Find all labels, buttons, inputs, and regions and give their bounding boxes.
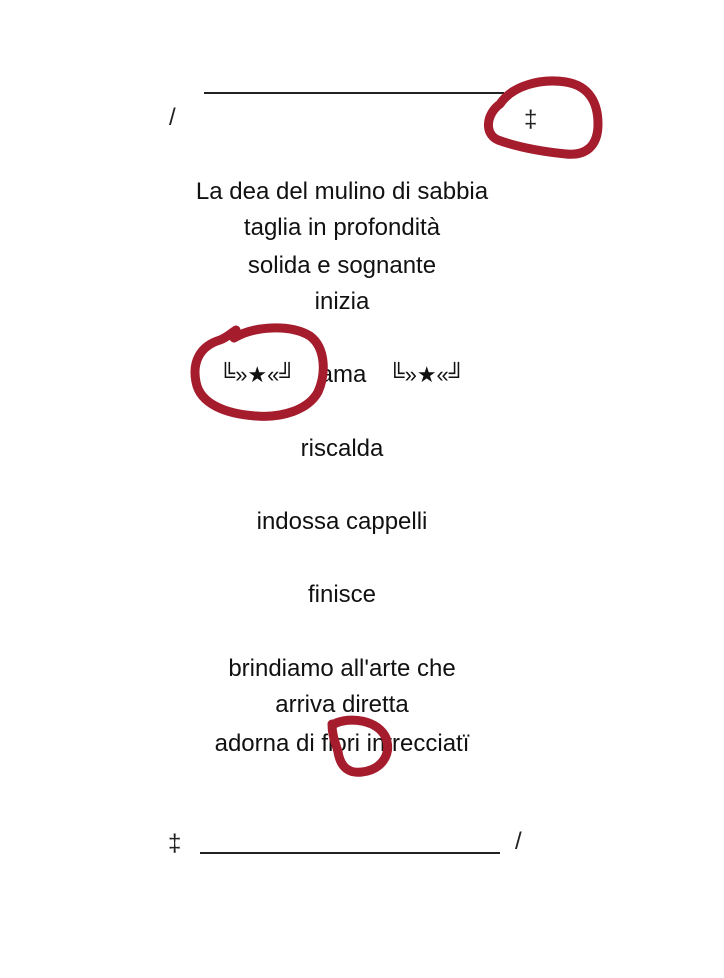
bottom-rule — [200, 852, 500, 854]
poem-line-adorna: adorna di fiori intrecciatï — [214, 730, 470, 757]
top-rule — [204, 92, 504, 94]
poem-line-arriva: arriva diretta — [275, 691, 409, 718]
poem-line-brindiamo: brindiamo all'arte che — [228, 655, 456, 682]
poem-line-4: inizia — [314, 288, 370, 315]
ornament-line — [0, 360, 684, 390]
poem-line-finisce: finisce — [307, 581, 377, 608]
poem-line-3: solida e sognante — [247, 252, 437, 279]
bottom-left-double-dagger: ‡ — [168, 830, 182, 857]
bottom-right-slash: / — [515, 828, 522, 855]
top-left-slash: / — [169, 104, 176, 131]
ornament-word: ama — [319, 361, 367, 388]
poem-line-2: taglia in profondità — [243, 214, 441, 241]
ornament-left: ╚»★«╝ — [219, 362, 295, 387]
poem-line-riscalda: riscalda — [300, 435, 384, 462]
annotation-circle-top-right — [488, 81, 598, 154]
ornament-right: ╚»★«╝ — [389, 362, 465, 387]
top-right-double-dagger: ‡ — [524, 106, 538, 133]
poem-line-indossa: indossa cappelli — [256, 508, 428, 535]
poem-line-1: La dea del mulino di sabbia — [195, 178, 489, 205]
